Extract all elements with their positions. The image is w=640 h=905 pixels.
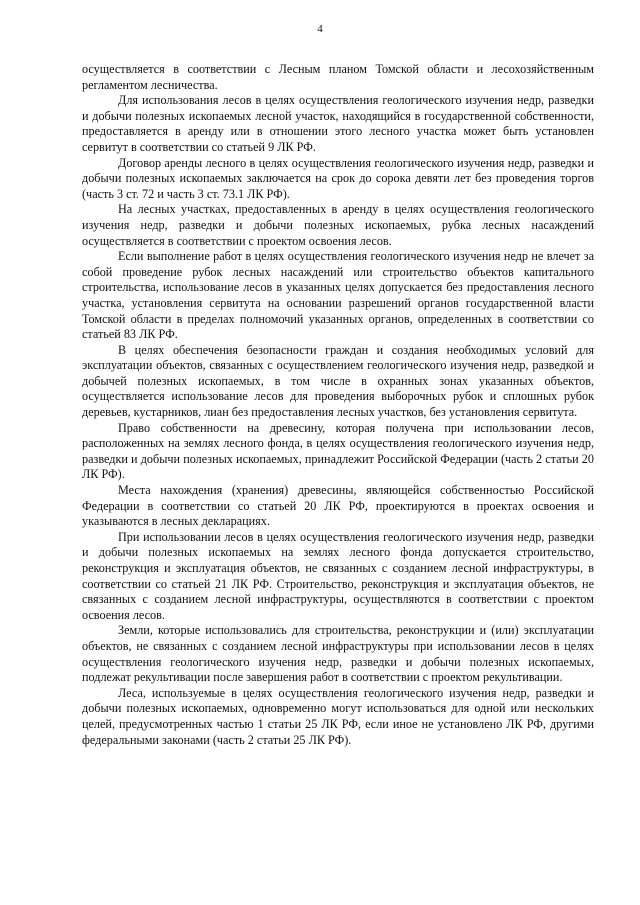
paragraph-felling-per-project: На лесных участках, предоставленных в аренду в целях осуществления геологического изучения недр, разведки и добычи полезных ископаемых, рубка лесных насаждений осуществляется в соответствии с проектом освоения лесов. xyxy=(82,202,594,248)
paragraph-lease-term: Договор аренды лесного в целях осуществления геологического изучения недр, разведки и добычи полезных ископаемых заключается на срок до сорока девяти лет без проведения торгов (часть 3 ст. 72 и часть 3 ст. 73.1 ЛК РФ). xyxy=(82,155,594,201)
paragraph-timber-ownership: Право собственности на древесину, которая получена при использовании лесов, расположенных на землях лесного фонда, в целях осуществления геологического изучения недр, разведки и добычи полезных ископаемых, принадлежит Российской Федерации (часть 2 статьи 20 ЛК РФ). xyxy=(82,420,594,482)
paragraph-timber-storage: Места нахождения (хранения) древесины, являющейся собственностью Российской Федерации в соответствии со статьей 20 ЛК РФ, проектируются в проектах освоения и указываются в лесных декларациях. xyxy=(82,483,594,529)
paragraph-lease-or-servitude: Для использования лесов в целях осуществления геологического изучения недр, разведки и добычи полезных ископаемых лесной участок, находящийся в государственной собственности, предоставляется в аренду или в отношении этого лесного участка может быть установлен сервитут в соответствии со статьей 9 ЛК РФ. xyxy=(82,93,594,154)
document-body xyxy=(82,62,594,748)
paragraph-safety-felling: В целях обеспечения безопасности граждан и создания необходимых условий для эксплуатации объектов, связанных с осуществлением геологического изучения недр, разведкой и добычей полезных ископаемых, в том числе в охранных зонах указанных объектов, осуществляется использование лесов для проведения выборочных рубок и сплошных рубок деревьев, кустарников, лиан без предоставления лесных участков, без установления сервитута. xyxy=(82,342,594,420)
paragraph-use-without-plot: Если выполнение работ в целях осуществления геологического изучения недр не влечет за собой проведение рубок лесных насаждений или строительство объектов капитального строительства, использование лесов в указанных целях допускается без предоставления лесного участка, установления сервитута на основании разрешений органов государственной власти Томской области в пределах полномочий указанных органов, определенных в соответствии со статьей 83 ЛК РФ. xyxy=(82,249,594,342)
page-number: 4 xyxy=(317,23,323,35)
paragraph-construction-objects: При использовании лесов в целях осуществления геологического изучения недр, разведки и добычи полезных ископаемых на землях лесного фонда допускается строительство, реконструкция и эксплуатация объектов, не связанных с созданием лесной инфраструктуры, в соответствии со статьей 21 ЛК РФ. Строительство, реконструкция и эксплуатация объектов, не связанных с созданием лесной инфраструктуры, осуществляются в соответствии с проектом освоения лесов. xyxy=(82,529,594,622)
paragraph-multiple-uses: Леса, используемые в целях осуществления геологического изучения недр, разведки и добычи полезных ископаемых, одновременно могут использоваться для одной или нескольких целей, предусмотренных частью 1 статьи 25 ЛК РФ, если иное не установлено ЛК РФ, другими федеральными законами (часть 2 статьи 25 ЛК РФ). xyxy=(82,685,594,747)
paragraph-continuation: осуществляется в соответствии с Лесным планом Томской области и лесохозяйственным регламентом лесничества. xyxy=(82,62,594,92)
paragraph-land-reclamation: Земли, которые использовались для строительства, реконструкции и (или) эксплуатации объектов, не связанных с созданием лесной инфраструктуры при использовании лесов в целях осуществления геологического изучения недр, разведки и добычи полезных ископаемых, подлежат рекультивации после завершения работ в соответствии с проектом рекультивации. xyxy=(82,623,594,685)
